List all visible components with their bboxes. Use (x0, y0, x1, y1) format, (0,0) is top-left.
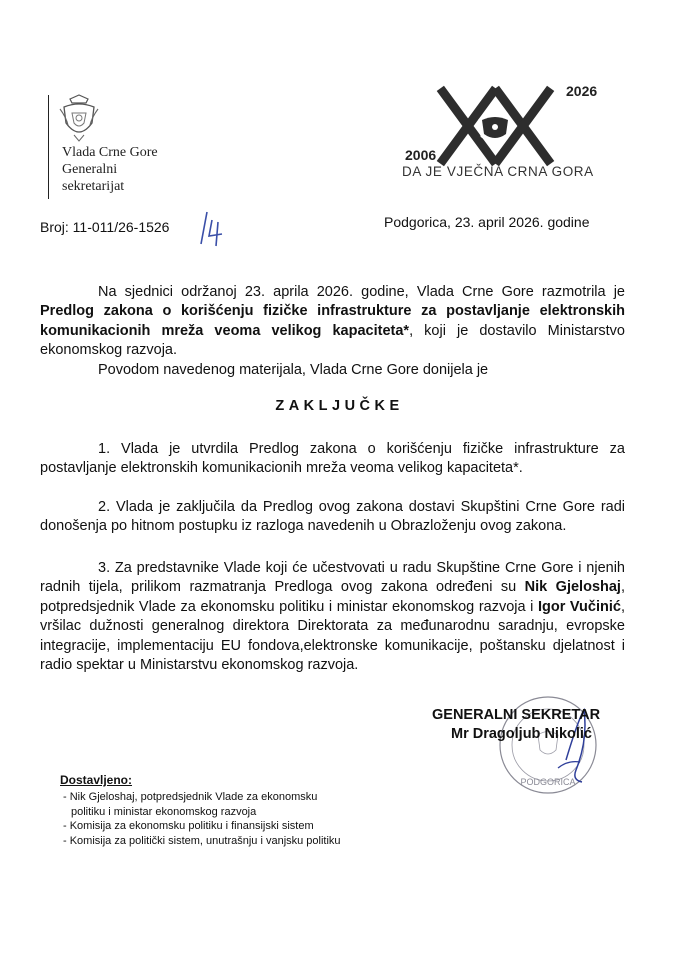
conclusion-3-a: 3. Za predstavnike Vlade koji će učestvovati u radu Skupštine Crne Gore i njenih radnih tijela, prilikom razmatranja Predloga ovog zakona određeni su (40, 560, 625, 596)
header-divider (48, 95, 49, 199)
conclusion-3-text (40, 559, 625, 675)
reference-number: Broj: 11-011/26-1526 (40, 219, 170, 235)
representative-name-2: Igor Vučinić (537, 598, 621, 615)
conclusion-2 (40, 498, 625, 537)
conclusion-3-b: , potpredsjednik Vlade za ekonomsku politiku i ministar ekonomskog razvoja i (40, 579, 625, 615)
coat-of-arms-icon (56, 93, 102, 145)
distribution-item-cont: politiku i ministar ekonomskog razvoja (71, 805, 257, 818)
distribution-item: - Nik Gjeloshaj, potpredsjednik Vlade za ekonomsku (63, 791, 318, 803)
org-line: sekretarijat (62, 179, 125, 194)
handwritten-number-mark (198, 208, 226, 248)
section-heading: ZAKLJUČKE (275, 398, 404, 414)
org-line: Vlada Crne Gore (62, 145, 158, 160)
conclusion-3 (40, 559, 625, 675)
signatory-title: GENERALNI SEKRETAR (432, 707, 601, 723)
stamp-text: PODGORICA (520, 777, 576, 787)
intro-line2: Povodom navedenog materijala, Vlada Crne Gore donijela je (98, 361, 489, 378)
place-date: Podgorica, 23. april 2026. godine (384, 214, 590, 230)
intro-tail: , koji je dostavilo Ministarstvo ekonomskog razvoja. (40, 322, 625, 359)
org-line: Generalni (62, 162, 118, 177)
logo-year-right: 2026 (566, 83, 598, 99)
distribution-item: - Komisija za politički sistem, unutrašnju i vanjsku politiku (63, 834, 341, 847)
logo-year-left: 2006 (405, 147, 437, 163)
conclusion-1 (40, 440, 625, 479)
distribution-title: Dostavljeno: (60, 773, 133, 787)
distribution-item: - Komisija za ekonomsku politiku i finansijski sistem (63, 820, 314, 832)
intro-bold-title: Predlog zakona o korišćenju fizičke infrastrukture za postavljanje elektronskih komunikacionih mreža veoma velikog kapaciteta* (40, 303, 625, 339)
conclusion-1-text: 1. Vlada je utvrdila Predlog zakona o korišćenju fizičke infrastrukture za postavljanje elektronskih komunikacionih mreža veoma velikog kapaciteta*. (40, 441, 625, 477)
intro-lead: Na sjednici održanoj 23. aprila 2026. godine, Vlada Crne Gore razmotrila je (98, 284, 625, 300)
conclusion-2-text: 2. Vlada je zaključila da Predlog ovog zakona dostavi Skupštini Crne Gore radi donošenja po hitnom postupku iz razloga navedenih u Obrazloženju ovog zakona. (40, 499, 625, 535)
logo-motto: DA JE VJEČNA CRNA GORA (402, 164, 594, 179)
representative-name-1: Nik Gjeloshaj (524, 579, 621, 596)
conclusion-3-c: , vršilac dužnosti generalnog direktora Direktorata za međunarodnu saradnju, evropske integracije, implementaciju EU fondova,elektronske komunikacije, poštansku djelatnost i radio spektar u Ministarstvu ekonomskog razvoja. (40, 598, 625, 674)
intro-text (40, 283, 625, 361)
intro-paragraph (40, 283, 625, 380)
distribution-list (63, 790, 341, 848)
org-name (62, 144, 158, 195)
signatory-name: Mr Dragoljub Nikolić (451, 726, 592, 742)
